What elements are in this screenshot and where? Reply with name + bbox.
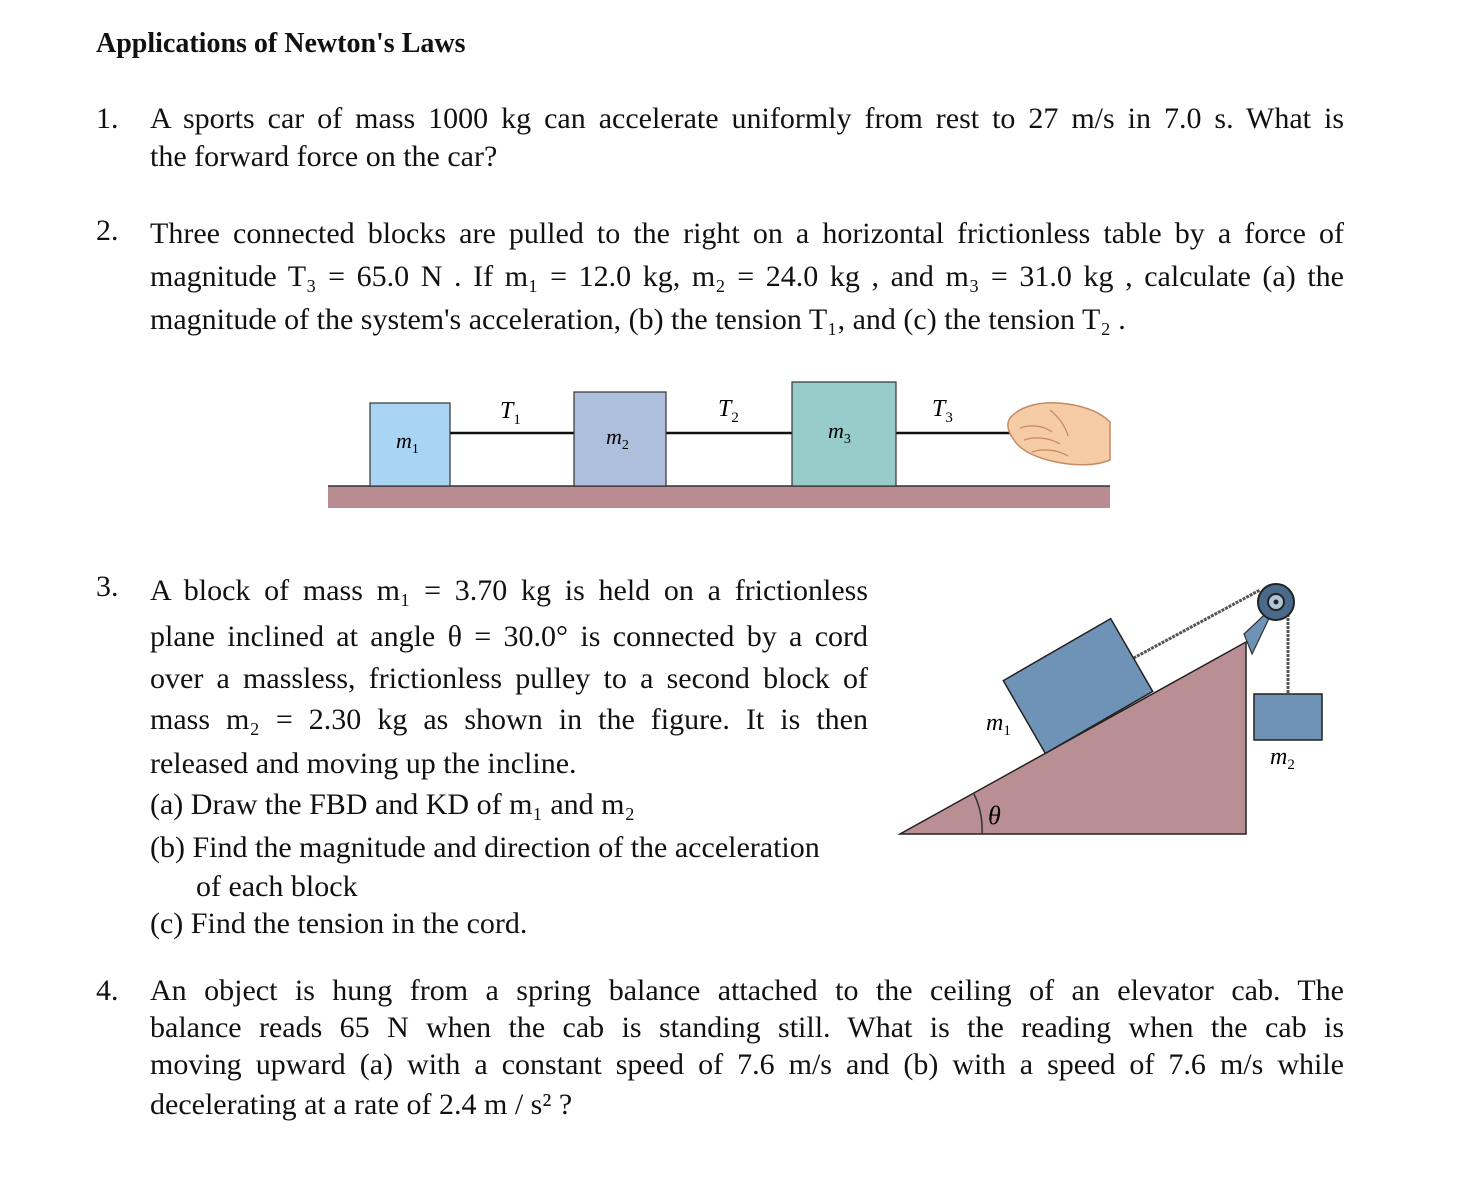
text-line: A block of mass m₁ = 3.70 kg is held on a frictionless bbox=[150, 574, 868, 607]
text-line: balance reads 65 N when the cab is standing still. What is the reading when the cab is bbox=[150, 1011, 1344, 1044]
label-m3: $m_3$ bbox=[828, 418, 851, 447]
block-m2 bbox=[1254, 694, 1322, 740]
text-line: magnitude T₃ = 65.0 N . If m₁ = 12.0 kg, m₂ = 24.0 kg , and m₃ = 31.0 kg , calculate (a) the bbox=[150, 260, 1344, 293]
incline-pulley-figure bbox=[890, 568, 1340, 848]
problem-text bbox=[150, 568, 868, 946]
part-b-continued: of each block bbox=[196, 870, 358, 903]
text-line: An object is hung from a spring balance attached to the ceiling of an elevator cab. The bbox=[150, 974, 1344, 1007]
problem-number: 3. bbox=[96, 570, 119, 603]
part-c: (c) Find the tension in the cord. bbox=[150, 907, 528, 940]
problem-text bbox=[150, 100, 1344, 176]
label-m1: $m_1$ bbox=[396, 428, 419, 457]
text-line: the forward force on the car? bbox=[150, 140, 498, 173]
text-line: released and moving up the incline. bbox=[150, 747, 577, 780]
problem-4 bbox=[96, 972, 1346, 1132]
label-t1: $T_1$ bbox=[500, 398, 521, 428]
label-m2: $m_2$ bbox=[1270, 744, 1295, 773]
text-line: Three connected blocks are pulled to the right on a horizontal frictionless table by a force of bbox=[150, 217, 1344, 250]
hand-icon bbox=[1008, 403, 1110, 465]
part-a: (a) Draw the FBD and KD of m₁ and m₂ bbox=[150, 788, 635, 821]
label-m1: $m_1$ bbox=[986, 710, 1011, 739]
text-line: A sports car of mass 1000 kg can accelerate uniformly from rest to 27 m/s in 7.0 s. What is bbox=[150, 102, 1344, 135]
text-line: mass m₂ = 2.30 kg as shown in the figure. It is then bbox=[150, 703, 868, 736]
text-line: moving upward (a) with a constant speed of 7.6 m/s and (b) with a speed of 7.6 m/s while bbox=[150, 1048, 1344, 1081]
problem-2 bbox=[96, 212, 1346, 342]
problem-number: 4. bbox=[96, 974, 119, 1007]
label-t2: $T_2$ bbox=[718, 396, 739, 426]
text-line: over a massless, frictionless pulley to a second block of bbox=[150, 662, 868, 695]
part-b: (b) Find the magnitude and direction of the acceleration bbox=[150, 831, 820, 864]
label-theta: θ bbox=[988, 801, 1001, 830]
problem-number: 2. bbox=[96, 214, 119, 247]
problem-number: 1. bbox=[96, 102, 119, 135]
three-blocks-figure bbox=[320, 370, 1120, 520]
problem-3 bbox=[96, 568, 876, 938]
label-t3: $T_3$ bbox=[932, 396, 953, 426]
text-line: decelerating at a rate of 2.4 m / s² ? bbox=[150, 1088, 573, 1121]
text-line: plane inclined at angle θ = 30.0° is connected by a cord bbox=[150, 620, 868, 653]
page-title: Applications of Newton's Laws bbox=[96, 28, 466, 59]
text-line: magnitude of the system's acceleration, (b) the tension T₁, and (c) the tension T₂ . bbox=[150, 303, 1126, 336]
label-m2: $m_2$ bbox=[606, 424, 629, 453]
problem-1 bbox=[96, 100, 1346, 180]
table-surface bbox=[328, 486, 1110, 508]
problem-text bbox=[150, 212, 1344, 341]
problem-text bbox=[150, 972, 1344, 1127]
